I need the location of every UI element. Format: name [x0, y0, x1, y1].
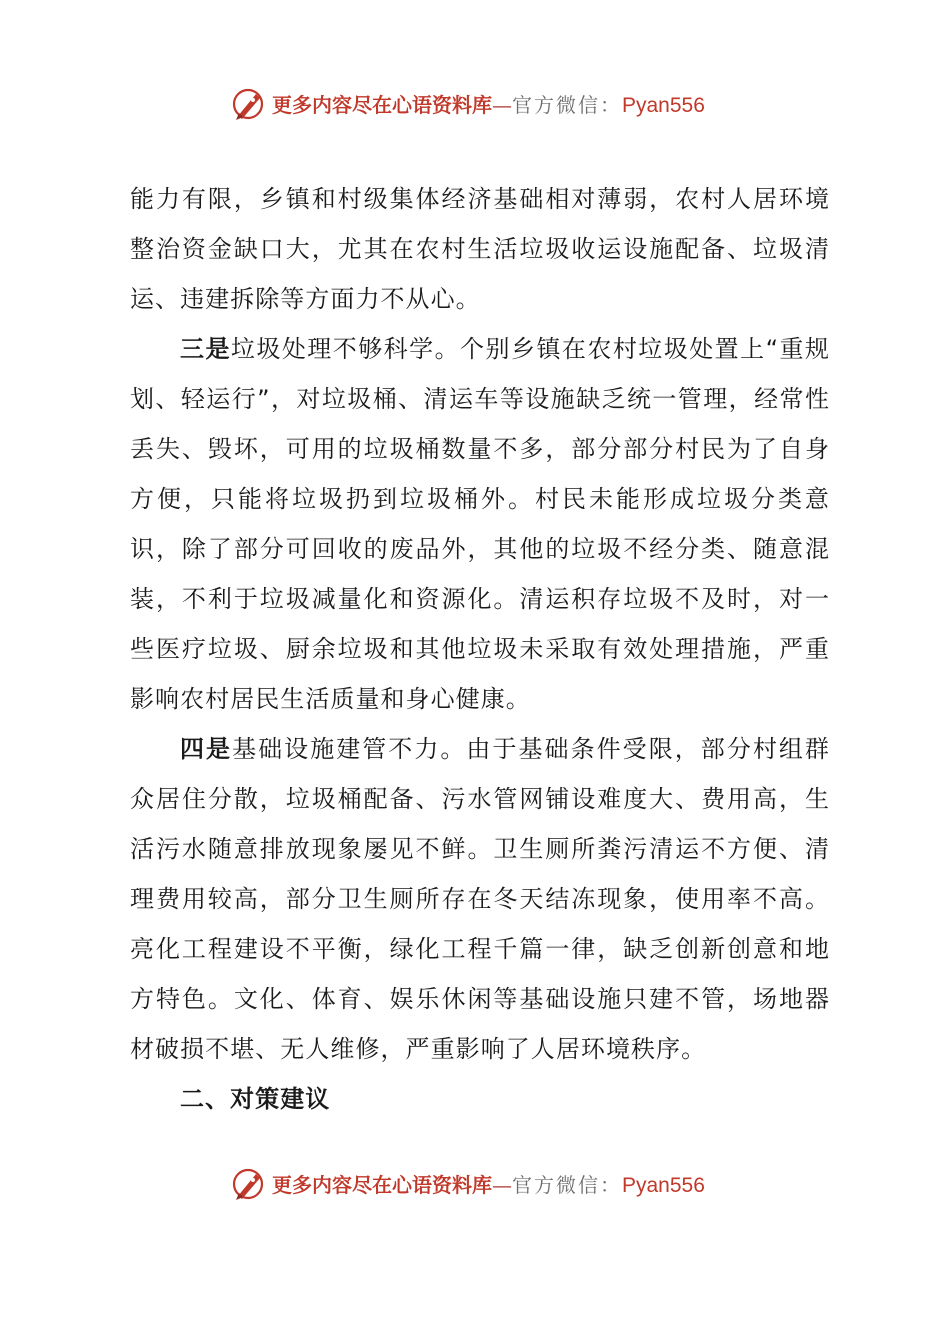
banner-dash: —	[492, 1173, 512, 1197]
paragraph-continuation: 能力有限，乡镇和村级集体经济基础相对薄弱，农村人居环境整治资金缺口大，尤其在农村生活垃圾收运设施配备、垃圾清运、违建拆除等方面力不从心。	[130, 185, 830, 313]
paragraph-lead: 四是	[180, 735, 233, 763]
banner-wechat-id: Pyan556	[622, 1174, 705, 1197]
banner-wechat-id: Pyan556	[622, 94, 705, 117]
paragraph-lead: 三是	[180, 335, 231, 363]
section-heading: 二、对策建议	[180, 1085, 331, 1113]
paragraph-text: 基础设施建管不力。由于基础条件受限，部分村组群众居住分散，垃圾桶配备、污水管网铺设难度大、费用高，生活污水随意排放现象屡见不鲜。卫生厕所粪污清运不方便、清理费用较高，部分卫生厕所存在冬天结冻现象，使用率不高。亮化工程建设不平衡，绿化工程千篇一律，缺乏创新创意和地方特色。文化、体育、娱乐休闲等基础设施只建不管，场地器材破损不堪、无人维修，严重影响了人居环境秩序。	[130, 735, 830, 1063]
paragraph-text: 垃圾处理不够科学。个别乡镇在农村垃圾处置上“重规划、轻运行”，对垃圾桶、清运车等设施缺乏统一管理，经常性丢失、毁坏，可用的垃圾桶数量不多，部分部分村民为了自身方便，只能将垃圾扔到垃圾桶外。村民未能形成垃圾分类意识，除了部分可回收的废品外，其他的垃圾不经分类、随意混装，不利于垃圾减量化和资源化。清运积存垃圾不及时，对一些医疗垃圾、厨余垃圾和其他垃圾未采取有效处理措施，严重影响农村居民生活质量和身心健康。	[130, 335, 830, 713]
banner-wechat-label: 官方微信：	[512, 93, 622, 117]
paragraph-third-issue	[130, 324, 830, 724]
banner-title: 更多内容尽在心语资料库	[272, 1173, 492, 1197]
banner-dash: —	[492, 93, 512, 117]
footer-banner	[0, 1164, 950, 1204]
header-banner	[0, 84, 950, 124]
paragraph-fourth-issue	[130, 724, 830, 1074]
document-body	[130, 174, 830, 1124]
pen-logo-icon	[230, 86, 266, 122]
pen-logo-icon	[230, 1166, 266, 1202]
banner-wechat-label: 官方微信：	[512, 1173, 622, 1197]
banner-title: 更多内容尽在心语资料库	[272, 93, 492, 117]
